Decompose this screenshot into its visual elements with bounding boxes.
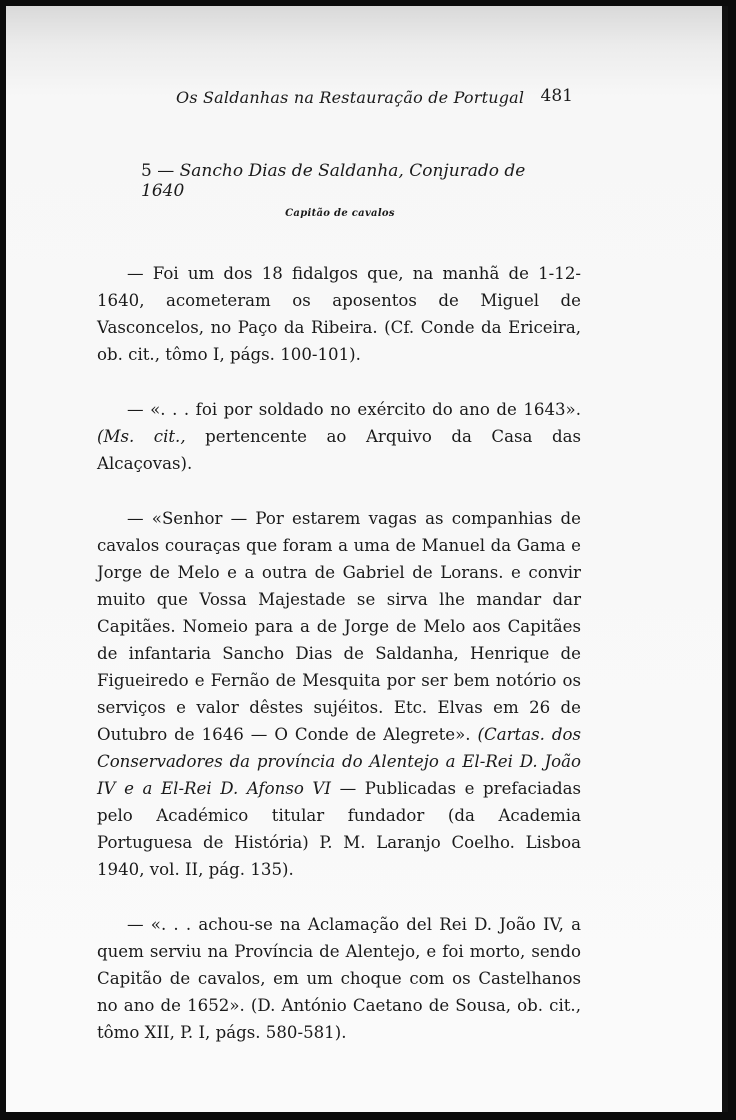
paragraph-2 xyxy=(97,396,581,477)
quote-text: — «Senhor — Por estarem vagas as companhias de cavalos couraças que foram a uma de Manuel da Gama e Jorge de Melo e a outra de Gabriel de Lorans. e convir muito que Vossa Majestade se sirva lhe mandar dar Capitães. Nomeio para a de Jorge de Melo aos Capitães de infantaria Sancho Dias de Saldanha, Henrique de Figueiredo e Fernão de Mesquita por ser bem notório os serviços e valor dêstes sujéitos. Etc. Elvas em 26 de Outubro de 1646 — O Conde de Alegrete». xyxy=(97,509,581,744)
running-title: Os Saldanhas na Restauração de Portugal xyxy=(176,88,525,107)
source-citation: — Publicadas e prefaciadas pelo Académico titular fundador (da Academia Portuguesa de História) P. M. Laranjo Coelho. Lisboa 1940, vol. II, pág. 135). xyxy=(97,779,581,879)
page-number: 481 xyxy=(540,86,573,106)
paragraph-4: — «. . . achou-se na Aclamação del Rei D. João IV, a quem serviu na Província de Alentejo, e foi morto, sendo Capitão de cavalos, em um choque com os Castelhanos no ano de 1652». (D. António Caetano de Sousa, ob. cit., tômo XII, P. I, págs. 580-581). xyxy=(97,915,581,1042)
source-citation-italic: (Cartas. dos Conservadores da província do Alentejo a El-Rei D. João IV e a El-Rei D. Afonso VI xyxy=(97,725,581,798)
section-subtitle: Capitão de cavalos xyxy=(285,208,395,219)
scanned-page xyxy=(6,6,728,1112)
paragraph-1: — Foi um dos 18 fidalgos que, na manhã de 1-12-1640, acometeram os aposentos de Miguel de Vasconcelos, no Paço da Ribeira. (Cf. Conde da Ericeira, ob. cit., tômo I, págs. 100-101). xyxy=(97,264,581,364)
source-citation-italic: (Ms. cit., xyxy=(97,427,186,446)
section-heading xyxy=(141,161,561,201)
section-number: 5 — xyxy=(141,161,175,181)
section-title: Sancho Dias de Saldanha, Conjurado de 1640 xyxy=(141,161,526,201)
paragraph-3 xyxy=(97,505,581,883)
body-text xyxy=(97,260,581,1074)
book-page xyxy=(91,6,589,1112)
quote-text: — «. . . foi por soldado no exército do ano de 1643». xyxy=(127,400,581,419)
source-citation: pertencente ao Arquivo da Casa das Alcaçovas). xyxy=(97,427,581,473)
